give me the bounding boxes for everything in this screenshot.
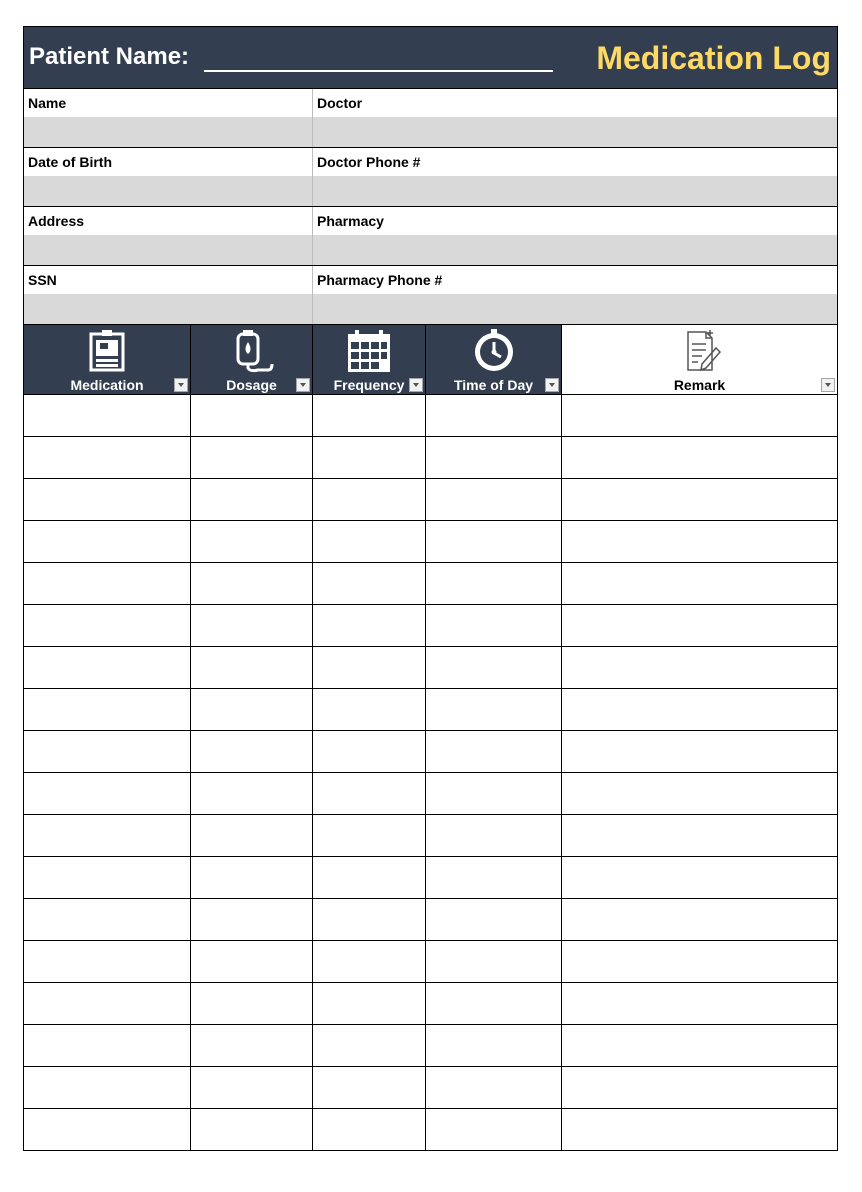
column-label-medication: Medication bbox=[70, 377, 144, 393]
filter-dropdown-dosage[interactable] bbox=[296, 378, 310, 392]
info-row bbox=[24, 148, 837, 207]
patient-info-grid bbox=[23, 89, 838, 324]
table-cell[interactable] bbox=[191, 647, 313, 688]
table-cell[interactable] bbox=[24, 899, 191, 940]
table-cell[interactable] bbox=[562, 437, 837, 478]
table-cell[interactable] bbox=[24, 1109, 191, 1150]
table-cell[interactable] bbox=[313, 857, 426, 898]
table-cell[interactable] bbox=[426, 1025, 562, 1066]
table-cell[interactable] bbox=[562, 521, 837, 562]
table-cell[interactable] bbox=[313, 479, 426, 520]
table-cell[interactable] bbox=[426, 395, 562, 436]
table-cell[interactable] bbox=[313, 1109, 426, 1150]
table-cell[interactable] bbox=[313, 563, 426, 604]
table-cell[interactable] bbox=[24, 605, 191, 646]
table-row bbox=[24, 647, 837, 689]
info-value-pharmacy[interactable] bbox=[313, 235, 837, 265]
table-cell[interactable] bbox=[24, 941, 191, 982]
table-cell[interactable] bbox=[191, 479, 313, 520]
filter-dropdown-time-of-day[interactable] bbox=[545, 378, 559, 392]
table-row bbox=[24, 815, 837, 857]
table-cell[interactable] bbox=[562, 1109, 837, 1150]
table-row bbox=[24, 605, 837, 647]
filter-dropdown-remark[interactable] bbox=[821, 378, 835, 392]
table-cell[interactable] bbox=[24, 689, 191, 730]
table-cell[interactable] bbox=[426, 1109, 562, 1150]
column-header-medication bbox=[24, 325, 191, 394]
table-row bbox=[24, 1067, 837, 1109]
table-cell[interactable] bbox=[191, 773, 313, 814]
medicine-monitor-icon bbox=[83, 328, 131, 374]
info-label-address: Address bbox=[24, 207, 312, 235]
table-cell[interactable] bbox=[313, 983, 426, 1024]
info-value-dob[interactable] bbox=[24, 176, 312, 206]
table-cell[interactable] bbox=[191, 1109, 313, 1150]
table-cell[interactable] bbox=[191, 689, 313, 730]
table-cell[interactable] bbox=[191, 941, 313, 982]
info-value-ssn[interactable] bbox=[24, 294, 312, 324]
table-cell[interactable] bbox=[562, 479, 837, 520]
info-cell-doctor bbox=[313, 89, 837, 147]
table-cell[interactable] bbox=[313, 731, 426, 772]
table-cell[interactable] bbox=[191, 731, 313, 772]
info-row bbox=[24, 89, 837, 148]
filter-dropdown-frequency[interactable] bbox=[409, 378, 423, 392]
table-row bbox=[24, 857, 837, 899]
table-cell[interactable] bbox=[562, 605, 837, 646]
column-header-time-of-day bbox=[426, 325, 562, 394]
table-cell[interactable] bbox=[562, 1067, 837, 1108]
info-value-address[interactable] bbox=[24, 235, 312, 265]
table-cell[interactable] bbox=[313, 899, 426, 940]
table-cell[interactable] bbox=[191, 521, 313, 562]
table-cell[interactable] bbox=[426, 479, 562, 520]
notes-pencil-icon bbox=[676, 328, 724, 374]
table-cell[interactable] bbox=[191, 983, 313, 1024]
table-cell[interactable] bbox=[426, 857, 562, 898]
table-cell[interactable] bbox=[313, 941, 426, 982]
info-cell-address bbox=[24, 207, 313, 265]
log-table-body bbox=[23, 395, 838, 1151]
table-cell[interactable] bbox=[191, 1025, 313, 1066]
table-cell[interactable] bbox=[24, 773, 191, 814]
info-label-dob: Date of Birth bbox=[24, 148, 312, 176]
table-cell[interactable] bbox=[24, 437, 191, 478]
table-cell[interactable] bbox=[191, 605, 313, 646]
table-cell[interactable] bbox=[191, 857, 313, 898]
table-cell[interactable] bbox=[313, 521, 426, 562]
info-cell-ssn bbox=[24, 266, 313, 324]
table-cell[interactable] bbox=[562, 983, 837, 1024]
info-cell-pharmacy bbox=[313, 207, 837, 265]
table-cell[interactable] bbox=[562, 1025, 837, 1066]
column-header-frequency bbox=[313, 325, 426, 394]
info-label-pharmacy-phone: Pharmacy Phone # bbox=[313, 266, 837, 294]
info-label-doctor-phone: Doctor Phone # bbox=[313, 148, 837, 176]
table-row bbox=[24, 521, 837, 563]
table-cell[interactable] bbox=[426, 983, 562, 1024]
alarm-clock-icon bbox=[470, 328, 518, 374]
table-cell[interactable] bbox=[24, 1067, 191, 1108]
table-cell[interactable] bbox=[426, 899, 562, 940]
table-cell[interactable] bbox=[426, 437, 562, 478]
table-cell[interactable] bbox=[313, 395, 426, 436]
table-row bbox=[24, 941, 837, 983]
table-cell[interactable] bbox=[426, 815, 562, 856]
info-label-doctor: Doctor bbox=[313, 89, 837, 117]
info-label-ssn: SSN bbox=[24, 266, 312, 294]
table-cell[interactable] bbox=[24, 1025, 191, 1066]
table-cell[interactable] bbox=[191, 1067, 313, 1108]
table-cell[interactable] bbox=[24, 521, 191, 562]
table-cell[interactable] bbox=[24, 731, 191, 772]
table-cell[interactable] bbox=[24, 479, 191, 520]
table-cell[interactable] bbox=[426, 605, 562, 646]
table-cell[interactable] bbox=[24, 647, 191, 688]
patient-name-label: Patient Name: bbox=[29, 43, 190, 70]
info-label-name: Name bbox=[24, 89, 312, 117]
table-row bbox=[24, 689, 837, 731]
table-cell[interactable] bbox=[426, 731, 562, 772]
column-label-frequency: Frequency bbox=[333, 377, 405, 393]
table-cell[interactable] bbox=[191, 437, 313, 478]
info-value-name[interactable] bbox=[24, 117, 312, 147]
table-cell[interactable] bbox=[562, 773, 837, 814]
info-row bbox=[24, 266, 837, 324]
table-row bbox=[24, 1109, 837, 1151]
table-cell[interactable] bbox=[313, 605, 426, 646]
page-title: Medication Log bbox=[596, 40, 831, 76]
table-cell[interactable] bbox=[191, 563, 313, 604]
table-cell[interactable] bbox=[562, 731, 837, 772]
table-cell[interactable] bbox=[426, 647, 562, 688]
sheet-header bbox=[23, 26, 838, 89]
table-cell[interactable] bbox=[562, 941, 837, 982]
calendar-icon bbox=[345, 328, 393, 374]
column-header-dosage bbox=[191, 325, 313, 394]
patient-name-field[interactable] bbox=[204, 70, 553, 72]
table-row bbox=[24, 395, 837, 437]
table-row bbox=[24, 731, 837, 773]
table-cell[interactable] bbox=[313, 437, 426, 478]
table-cell[interactable] bbox=[313, 689, 426, 730]
table-cell[interactable] bbox=[313, 647, 426, 688]
info-value-doctor-phone[interactable] bbox=[313, 176, 837, 206]
info-label-pharmacy: Pharmacy bbox=[313, 207, 837, 235]
table-cell[interactable] bbox=[426, 773, 562, 814]
table-cell[interactable] bbox=[191, 815, 313, 856]
table-cell[interactable] bbox=[562, 689, 837, 730]
column-label-remark: Remark bbox=[673, 377, 726, 393]
table-cell[interactable] bbox=[24, 857, 191, 898]
table-cell[interactable] bbox=[426, 689, 562, 730]
table-row bbox=[24, 983, 837, 1025]
table-cell[interactable] bbox=[426, 941, 562, 982]
table-header bbox=[23, 324, 838, 395]
iv-drip-bag-icon bbox=[228, 328, 276, 374]
table-cell[interactable] bbox=[313, 815, 426, 856]
column-label-time-of-day: Time of Day bbox=[453, 377, 534, 393]
info-row bbox=[24, 207, 837, 266]
info-value-doctor[interactable] bbox=[313, 117, 837, 147]
table-cell[interactable] bbox=[313, 1025, 426, 1066]
table-cell[interactable] bbox=[426, 521, 562, 562]
table-cell[interactable] bbox=[313, 773, 426, 814]
table-cell[interactable] bbox=[24, 983, 191, 1024]
table-cell[interactable] bbox=[562, 563, 837, 604]
table-cell[interactable] bbox=[313, 1067, 426, 1108]
table-cell[interactable] bbox=[562, 857, 837, 898]
info-cell-name bbox=[24, 89, 313, 147]
table-cell[interactable] bbox=[24, 815, 191, 856]
column-header-remark bbox=[562, 325, 837, 394]
table-row bbox=[24, 437, 837, 479]
table-cell[interactable] bbox=[562, 647, 837, 688]
table-row bbox=[24, 479, 837, 521]
table-row bbox=[24, 563, 837, 605]
table-cell[interactable] bbox=[24, 563, 191, 604]
table-cell[interactable] bbox=[191, 899, 313, 940]
column-label-dosage: Dosage bbox=[226, 377, 277, 393]
table-row bbox=[24, 773, 837, 815]
medication-log-sheet bbox=[23, 26, 838, 1151]
table-cell[interactable] bbox=[562, 395, 837, 436]
table-cell[interactable] bbox=[24, 395, 191, 436]
table-cell[interactable] bbox=[562, 899, 837, 940]
table-cell[interactable] bbox=[426, 563, 562, 604]
info-cell-pharmacy-phone bbox=[313, 266, 837, 324]
info-cell-doctor-phone bbox=[313, 148, 837, 206]
table-row bbox=[24, 899, 837, 941]
table-cell[interactable] bbox=[426, 1067, 562, 1108]
table-row bbox=[24, 1025, 837, 1067]
table-cell[interactable] bbox=[191, 395, 313, 436]
filter-dropdown-medication[interactable] bbox=[174, 378, 188, 392]
info-cell-dob bbox=[24, 148, 313, 206]
info-value-pharmacy-phone[interactable] bbox=[313, 294, 837, 324]
table-cell[interactable] bbox=[562, 815, 837, 856]
